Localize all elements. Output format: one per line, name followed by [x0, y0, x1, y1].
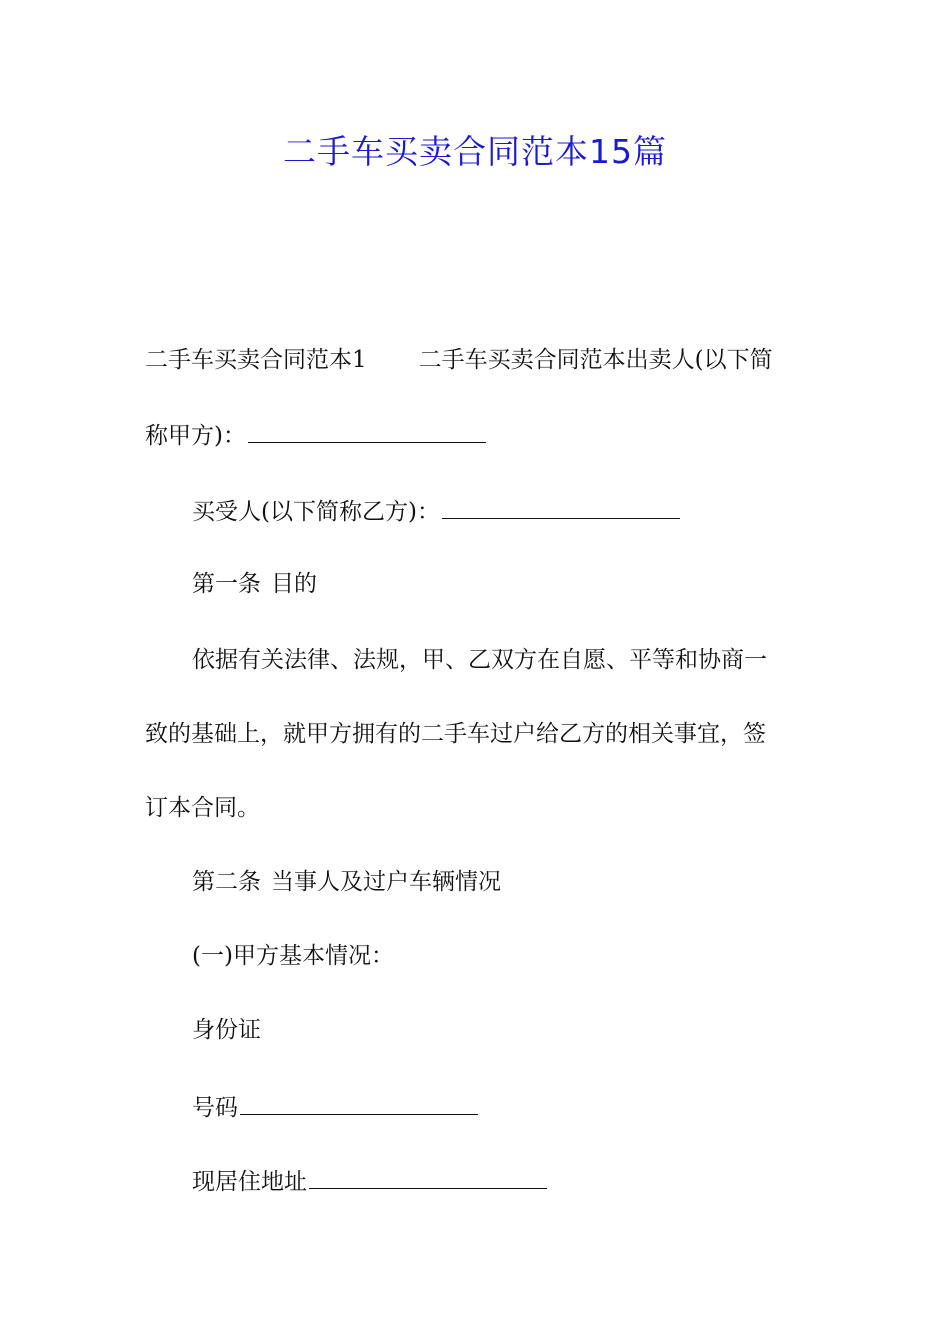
- id-number-blank: [240, 1092, 478, 1115]
- seller-intro-text: 二手车买卖合同范本出卖人(以下简: [418, 347, 773, 373]
- party-b-blank: [442, 496, 680, 519]
- contract-heading-1: 二手车买卖合同范本1: [145, 347, 367, 373]
- paragraph-line-2: [0, 418, 950, 454]
- paragraph-line-10: 身份证: [192, 1017, 261, 1043]
- party-a-blank: [248, 420, 486, 443]
- paragraph-line-3: [0, 494, 950, 530]
- address-label: 现居住地址: [192, 1169, 307, 1195]
- article-2-number: 第二条: [192, 869, 261, 895]
- paragraph-line-7: 订本合同。: [145, 795, 260, 821]
- article-1-title: 目的: [271, 571, 317, 597]
- party-a-label: 称甲方)：: [145, 423, 246, 449]
- document-title: 二手车买卖合同范本15篇: [283, 132, 667, 171]
- paragraph-line-6: 致的基础上，就甲方拥有的二手车过户给乙方的相关事宜，签: [145, 721, 766, 747]
- paragraph-line-12: [0, 1164, 950, 1200]
- paragraph-line-1: [0, 342, 950, 378]
- party-b-label: 买受人(以下简称乙方)：: [192, 499, 440, 525]
- address-blank: [309, 1166, 547, 1189]
- paragraph-line-11: [0, 1090, 950, 1126]
- paragraph-line-9: (一)甲方基本情况：: [192, 943, 394, 969]
- paragraph-line-5: 依据有关法律、法规，甲、乙双方在自愿、平等和协商一: [192, 647, 767, 673]
- id-number-label: 号码: [192, 1095, 238, 1121]
- paragraph-line-8: [0, 864, 950, 900]
- article-2-title: 当事人及过户车辆情况: [271, 869, 501, 895]
- paragraph-line-4: [0, 566, 950, 602]
- article-1-number: 第一条: [192, 571, 261, 597]
